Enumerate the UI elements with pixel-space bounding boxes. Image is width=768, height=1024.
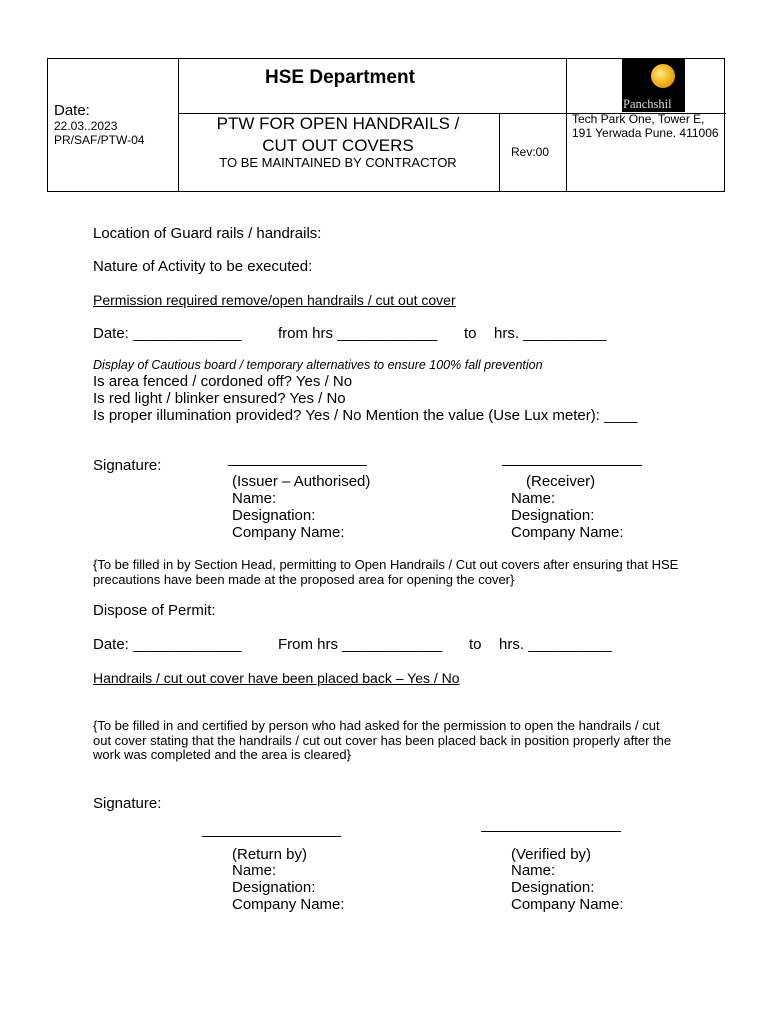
dispose-from-hrs-field: From hrs ____________ <box>278 636 443 653</box>
signature-label: Signature: <box>93 457 162 474</box>
issuer-label: (Issuer – Authorised) <box>232 473 371 490</box>
address-line1: Tech Park One, Tower E, <box>572 112 705 126</box>
form-title-line2: CUT OUT COVERS <box>262 136 414 155</box>
verified-designation: Designation: <box>511 879 595 896</box>
dispose-to-label: to <box>469 636 482 653</box>
sun-icon <box>651 64 675 88</box>
certify-note-line3: work was completed and the area is cleared} <box>93 747 351 762</box>
verified-name: Name: <box>511 862 556 879</box>
location-field: Location of Guard rails / handrails: <box>93 225 322 242</box>
revision: Rev:00 <box>511 145 550 159</box>
display-note: Display of Cautious board / temporary alternatives to ensure 100% fall prevention <box>93 358 543 372</box>
verified-company: Company Name: <box>511 896 624 913</box>
department-title: HSE Department <box>265 67 415 88</box>
address-line2: 191 Yerwada Pune. 411006 <box>572 126 719 140</box>
issuer-designation: Designation: <box>232 507 316 524</box>
issuer-signature-line <box>228 465 367 466</box>
logo-text: Panchshil <box>623 97 672 111</box>
return-designation: Designation: <box>232 879 316 896</box>
return-by-label: (Return by) <box>232 846 308 863</box>
signature-label-2: Signature: <box>93 795 162 812</box>
form-title-line1: PTW FOR OPEN HANDRAILS / <box>216 114 460 133</box>
certify-note-line1: {To be filled in and certified by person who had asked for the permission to open the handrails / cut <box>93 718 660 733</box>
return-company: Company Name: <box>232 896 345 913</box>
placed-back-question: Handrails / cut out cover have been placed back – Yes / No <box>93 670 460 686</box>
permission-heading: Permission required remove/open handrails / cut out cover <box>93 292 456 308</box>
date-value: 22.03..2023 <box>54 119 118 133</box>
form-subtitle: TO BE MAINTAINED BY CONTRACTOR <box>219 155 457 170</box>
header-divider <box>499 113 500 191</box>
receiver-signature-line <box>502 465 642 466</box>
verified-by-label: (Verified by) <box>511 846 592 863</box>
date-field: Date: _____________ <box>93 325 242 342</box>
illumination-question: Is proper illumination provided? Yes / No Mention the value (Use Lux meter): ____ <box>93 407 638 424</box>
doc-code: PR/SAF/PTW-04 <box>54 133 145 147</box>
verified-signature-line <box>481 831 621 832</box>
nature-field: Nature of Activity to be executed: <box>93 258 313 275</box>
to-label: to <box>464 325 477 342</box>
red-light-question: Is red light / blinker ensured? Yes / No <box>93 390 346 407</box>
issuer-company: Company Name: <box>232 524 345 541</box>
section-head-note-line1: {To be filled in by Section Head, permitting to Open Handrails / Cut out covers after ensuring that HSE <box>93 557 679 572</box>
panchshil-logo <box>622 59 685 112</box>
dispose-hrs-field: hrs. __________ <box>499 636 612 653</box>
certify-note-line2: out cover stating that the handrails / cut out cover has been placed back in position properly after the <box>93 733 672 748</box>
receiver-name: Name: <box>511 490 556 507</box>
receiver-designation: Designation: <box>511 507 595 524</box>
date-label: Date: <box>54 102 90 119</box>
header-divider <box>566 59 567 191</box>
dispose-date-field: Date: _____________ <box>93 636 242 653</box>
fenced-question: Is area fenced / cordoned off? Yes / No <box>93 373 353 390</box>
return-name: Name: <box>232 862 277 879</box>
receiver-label: (Receiver) <box>526 473 596 490</box>
return-signature-line <box>202 836 341 837</box>
from-hrs-field: from hrs ____________ <box>278 325 438 342</box>
hrs-field: hrs. __________ <box>494 325 607 342</box>
section-head-note-line2: precautions have been made at the proposed area for opening the cover} <box>93 572 515 587</box>
receiver-company: Company Name: <box>511 524 624 541</box>
issuer-name: Name: <box>232 490 277 507</box>
dispose-heading: Dispose of Permit: <box>93 602 216 619</box>
